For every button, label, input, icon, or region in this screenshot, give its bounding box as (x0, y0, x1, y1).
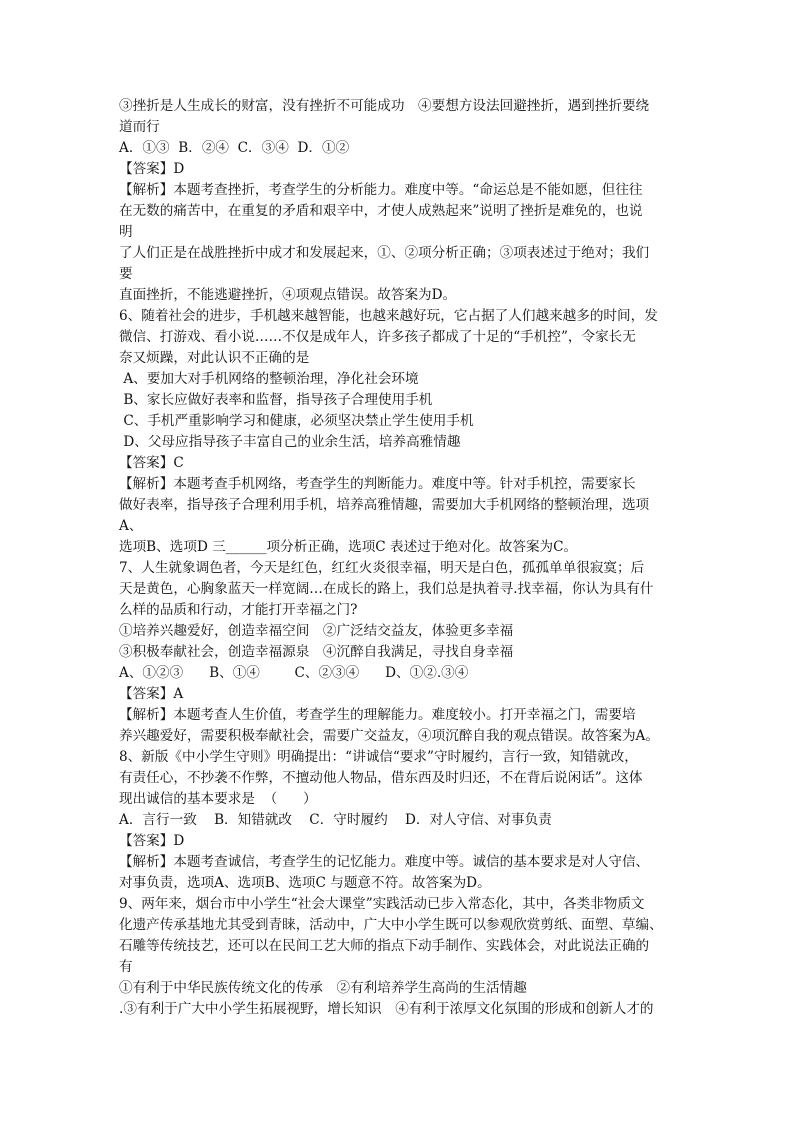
text-line: ③挫折是人生成长的财富，没有挫折不可能成功 ④要想方设法回避挫折，遇到挫折要绕 (119, 98, 650, 114)
text-line: 【答案】A (119, 686, 184, 702)
text-line: 【答案】D (119, 161, 185, 177)
text-line: 【解析】本题考查挫折，考查学生的分析能力。难度中等。“命运总是不能如愿，但往往 (119, 182, 643, 198)
text-line: D、父母应指导孩子丰富自己的业余生活，培养高雅情趣 (119, 434, 461, 450)
text-line: 微信、打游戏、看小说……不仅是成年人，许多孩子都成了十足的“手机控”，令家长无 (119, 329, 636, 345)
text-line: A．言行一致 B．知错就改 C．守时履约 D．对人守信、对事负责 (119, 812, 552, 828)
text-line: 对事负责，选项A、选项B、选项C 与题意不符。故答案为D。 (119, 875, 491, 891)
text-line: 化遗产传承基地尤其受到青睐，活动中，广大中小学生既可以参观欣赏剪纸、面塑、草编、 (119, 917, 663, 933)
text-line: 【答案】C (119, 455, 184, 471)
text-line: C、手机严重影响学习和健康，必须坚决禁止学生使用手机 (119, 413, 474, 429)
text-line: 石雕等传统技艺，还可以在民间工艺大师的指点下动手制作、实践体会，对此说法正确的 (119, 938, 650, 954)
text-line: 天是黄色，心胸象蓝天一样宽阔…在成长的路上，我们总是执着寻.找幸福，你认为具有什 (119, 581, 654, 597)
text-line: 选项B、选项D 三______项分析正确，选项C 表述过于绝对化。故答案为C。 (119, 539, 578, 555)
text-line: 做好表率，指导孩子合理利用手机，培养高雅情趣，需要加大手机网络的整顿治理，选项 (119, 497, 650, 513)
text-line: 【解析】本题考查人生价值，考查学生的理解能力。难度较小。打开幸福之门，需要培 (119, 707, 636, 723)
text-line: ③积极奉献社会，创造幸福源泉 ④沉醉自我满足，寻找自身幸福 (119, 644, 514, 660)
text-line: 要 (119, 266, 133, 282)
text-line: 现出诚信的基本要求是 （ ） (119, 791, 317, 807)
text-line: 有 (119, 959, 133, 975)
text-line: 奈又烦躁，对此认识不正确的是 (119, 350, 310, 366)
text-line: 7、人生就象调色者，今天是红色，红红火炎很幸福，明天是白色，孤孤单单很寂寞；后 (119, 560, 645, 576)
text-line: 直面挫折，不能逃避挫折，④项观点错误。故答案为D。 (119, 287, 457, 303)
text-line: ①有利于中华民族传统文化的传承 ②有利培养学生高尚的生活情趣 (119, 980, 527, 996)
text-line: 明 (119, 224, 133, 240)
text-line: 有责任心，不抄袭不作弊，不擅动他人物品，借东西及时归还，不在背后说闲话”。这体 (119, 770, 643, 786)
text-line: B、家长应做好表率和监督，指导孩子合理使用手机 (119, 392, 433, 408)
text-line: 在无数的痛苦中，在重复的矛盾和艰辛中，才使人成熟起来”说明了挫折是难免的，也说 (119, 203, 643, 219)
text-line: A、 (119, 518, 143, 534)
text-line: 了人们正是在战胜挫折中成才和发展起来，①、②项分析正确；③项表述过于绝对；我们 (119, 245, 650, 261)
text-line: 【答案】D (119, 833, 185, 849)
text-line: A、要加大对手机网络的整顿治理，净化社会环境 (119, 371, 419, 387)
text-line: 9、两年来，烟台市中小学生“社会大课堂”实践活动已步入常态化，其中，各类非物质文 (119, 896, 645, 912)
text-line: 么样的品质和行动，才能打开幸福之门? (119, 602, 358, 618)
text-line: 【解析】本题考查诚信，考查学生的记忆能力。难度中等。诚信的基本要求是对人守信、 (119, 854, 650, 870)
text-line: 8、新版《中小学生守则》明确提出：“讲诚信“要求”守时履约，言行一致，知错就改， (119, 749, 638, 765)
text-line: A．①③ B．②④ C．③④ D．①② (119, 140, 350, 156)
document-body (119, 96, 679, 1020)
text-line: 6、随着社会的进步，手机越来越智能，也越来越好玩，它占据了人们越来越多的时间，发 (119, 308, 658, 324)
text-line: A、①②③ B、①④ C、②③④ D、①②.③④ (119, 665, 469, 681)
text-line: 【解析】本题考查手机网络，考查学生的判断能力。难度中等。针对手机控，需要家长 (119, 476, 636, 492)
text-line: 道而行 (119, 119, 160, 135)
text-line: .③有利于广大中小学生拓展视野，增长知识 ④有利于浓厚文化氛围的形成和创新人才的 (119, 1001, 654, 1017)
text-line: 养兴趣爱好，需要积极奉献社会，需要广交益友，④项沉醉自我的观点错误。故答案为A。 (119, 728, 659, 744)
text-line: ①培养兴趣爱好，创造幸福空间 ②广泛结交益友，体验更多幸福 (119, 623, 514, 639)
